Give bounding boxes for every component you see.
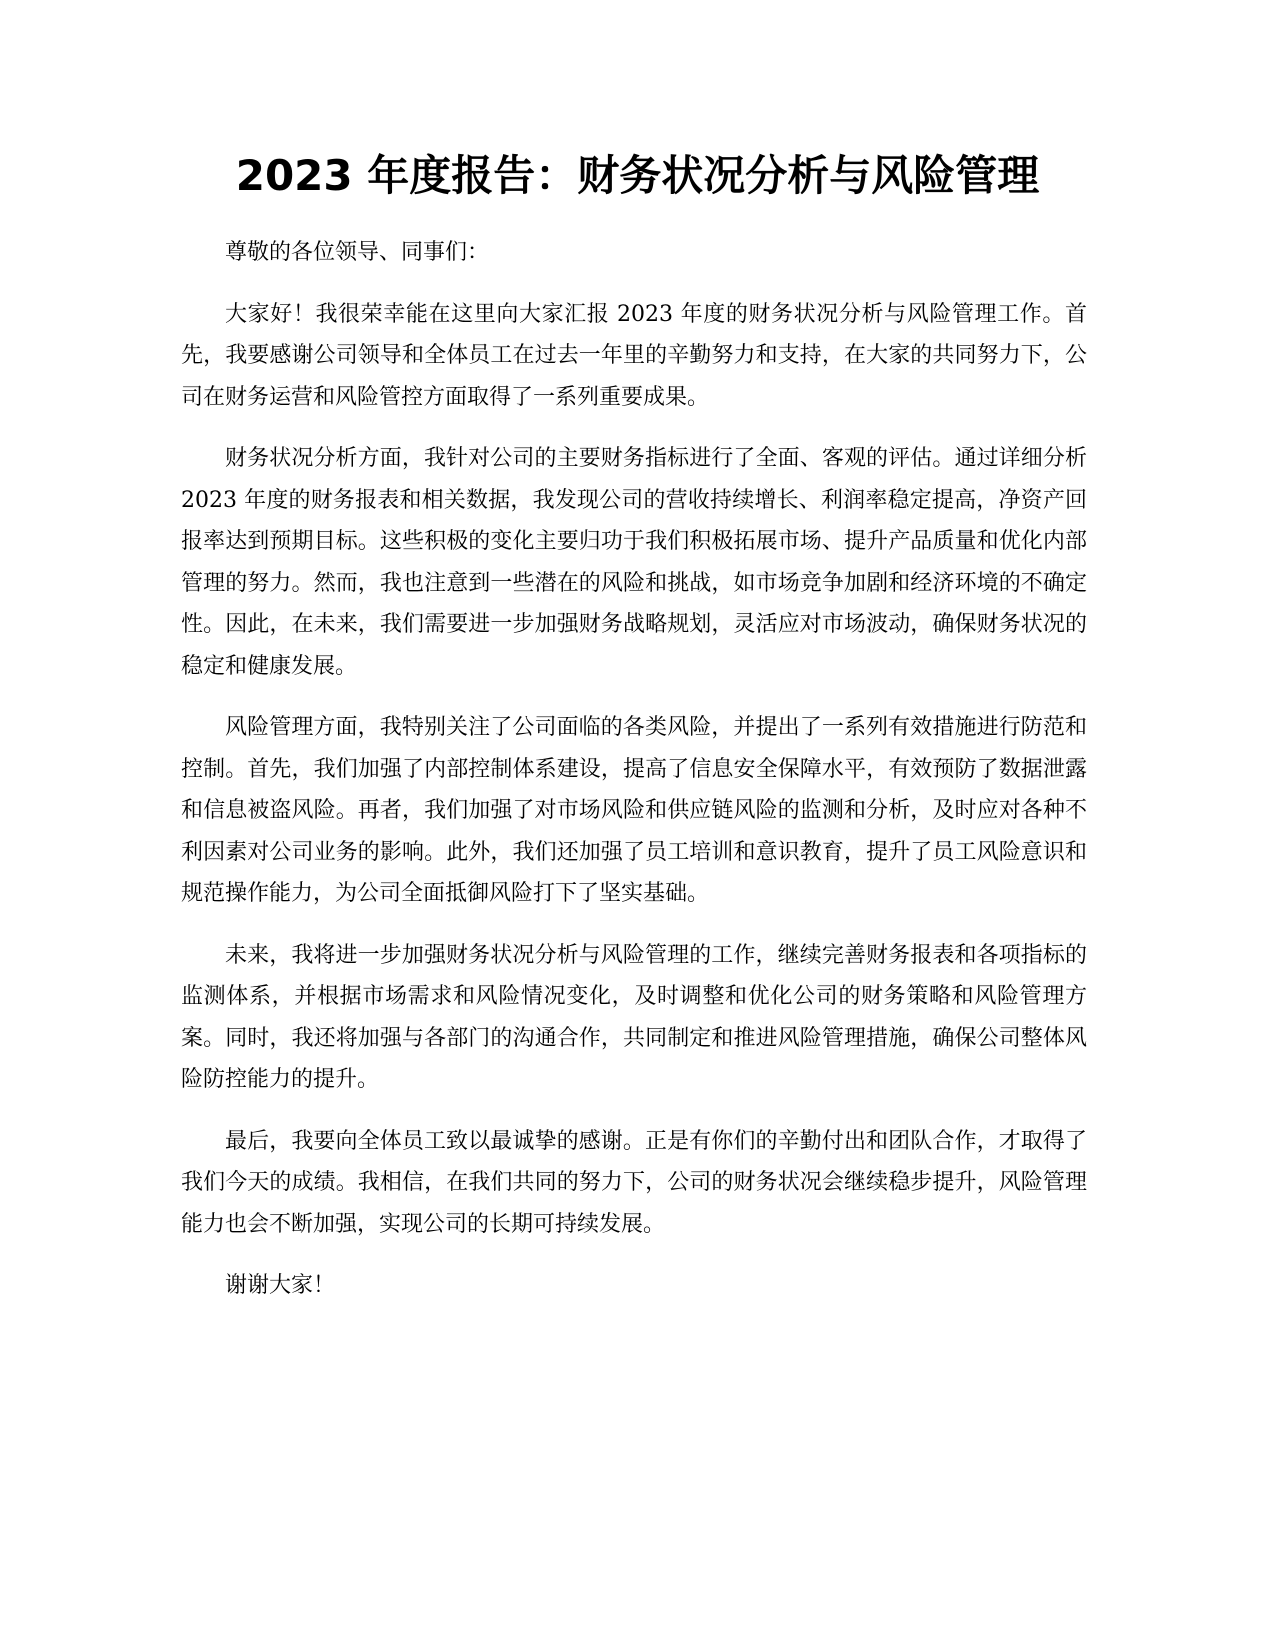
risk-management-paragraph: 风险管理方面，我特别关注了公司面临的各类风险，并提出了一系列有效措施进行防范和控制。首先，我们加强了内部控制体系建设，提高了信息安全保障水平，有效预防了数据泄露和信息被盗风险。再者，我们加强了对市场风险和供应链风险的监测和分析，及时应对各种不利因素对公司业务的影响。此外，我们还加强了员工培训和意识教育，提升了员工风险意识和规范操作能力，为公司全面抵御风险打下了坚实基础。 (181, 715, 1087, 906)
document-body (181, 232, 1087, 1327)
future-plan-paragraph: 未来，我将进一步加强财务状况分析与风险管理的工作，继续完善财务报表和各项指标的监测体系，并根据市场需求和风险情况变化，及时调整和优化公司的财务策略和风险管理方案。同时，我还将加强与各部门的沟通合作，共同制定和推进风险管理措施，确保公司整体风险防控能力的提升。 (181, 942, 1087, 1092)
intro-paragraph: 大家好！我很荣幸能在这里向大家汇报 2023 年度的财务状况分析与风险管理工作。首先，我要感谢公司领导和全体员工在过去一年里的辛勤努力和支持，在大家的共同努力下，公司在财务运营和风险管控方面取得了一系列重要成果。 (181, 301, 1087, 410)
page-title: 2023 年度报告：财务状况分析与风险管理 (235, 151, 1040, 200)
closing-paragraph: 谢谢大家！ (225, 1273, 336, 1298)
thanks-paragraph: 最后，我要向全体员工致以最诚挚的感谢。正是有你们的辛勤付出和团队合作，才取得了我们今天的成绩。我相信，在我们共同的努力下，公司的财务状况会继续稳步提升，风险管理能力也会不断加强，实现公司的长期可持续发展。 (181, 1128, 1087, 1237)
greeting-paragraph: 尊敬的各位领导、同事们： (225, 240, 490, 265)
financial-analysis-paragraph: 财务状况分析方面，我针对公司的主要财务指标进行了全面、客观的评估。通过详细分析 2023 年度的财务报表和相关数据，我发现公司的营收持续增长、利润率稳定提高，净资产回报率达到预期目标。这些积极的变化主要归功于我们积极拓展市场、提升产品质量和优化内部管理的努力。然而，我也注意到一些潜在的风险和挑战，如市场竞争加剧和经济环境的不确定性。因此，在未来，我们需要进一步加强财务战略规划，灵活应对市场波动，确保财务状况的稳定和健康发展。 (181, 446, 1087, 679)
